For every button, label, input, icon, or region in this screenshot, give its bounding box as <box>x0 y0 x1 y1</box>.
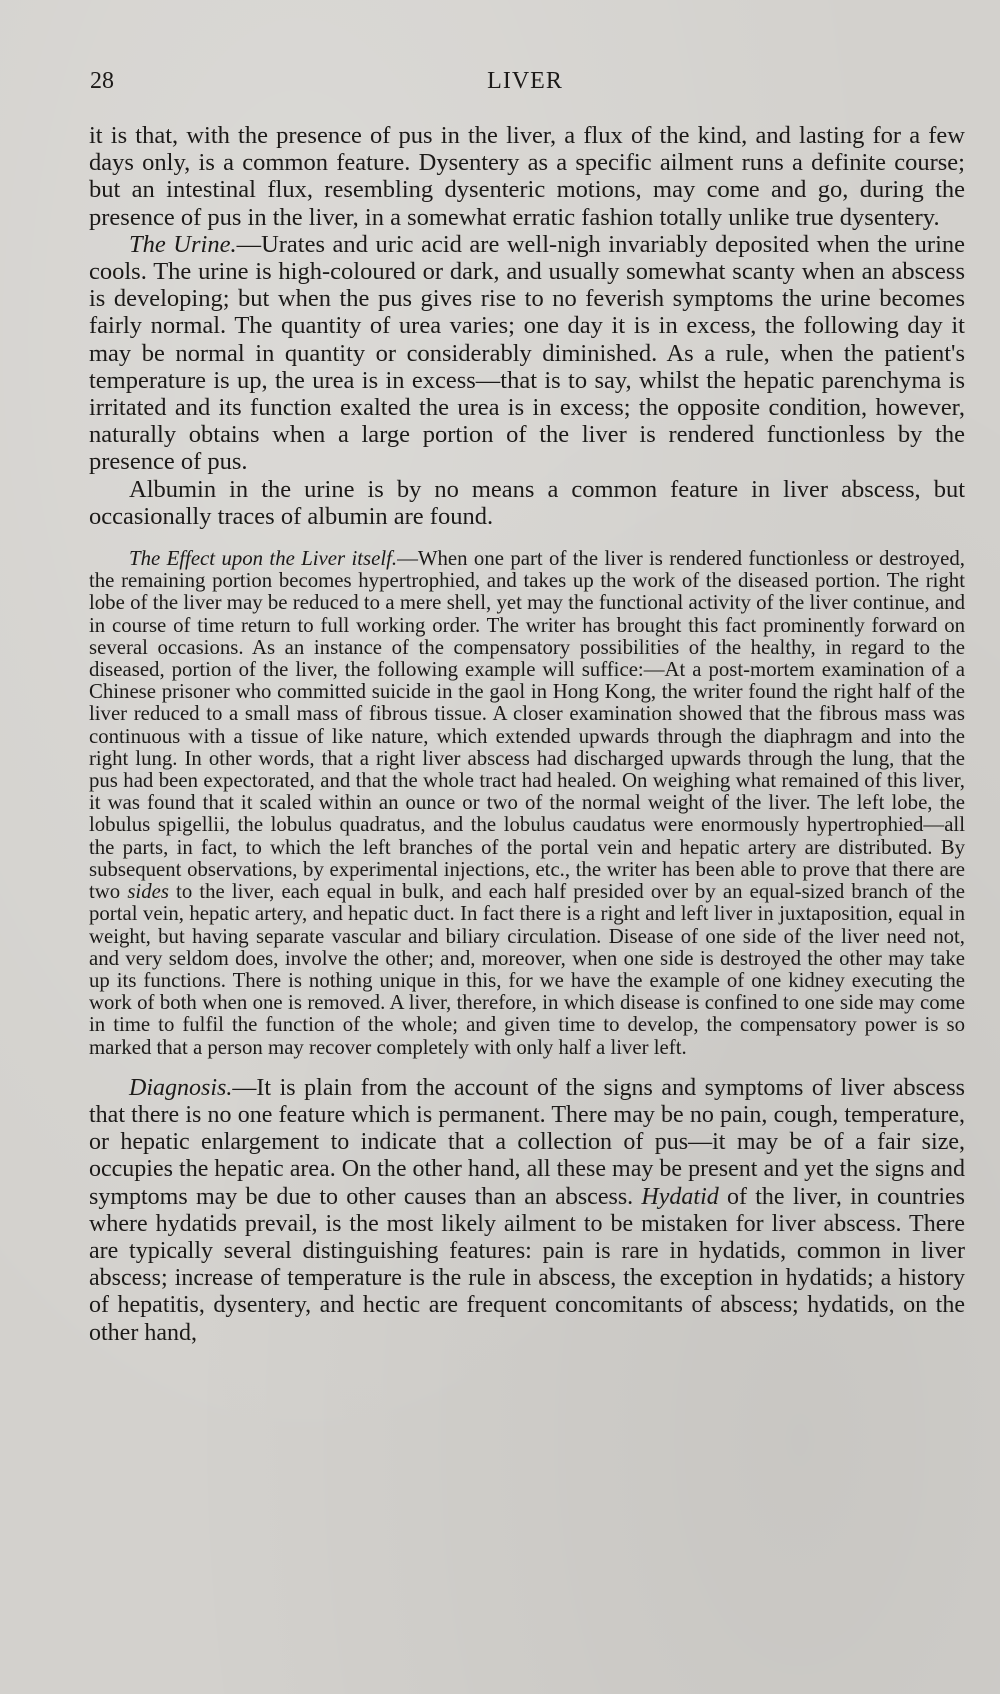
effect-sides-emphasis: sides <box>127 880 169 904</box>
page-number: 28 <box>90 68 114 94</box>
body-text <box>89 122 965 1347</box>
urine-heading: The Urine. <box>129 230 237 258</box>
urine-section <box>89 122 965 530</box>
effect-section <box>89 548 965 1059</box>
diagnosis-heading: Diagnosis. <box>129 1074 233 1101</box>
effect-heading: The Effect upon the Liver itself. <box>129 547 398 571</box>
diagnosis-section <box>89 1075 965 1347</box>
albumin-paragraph: Albumin in the urine is by no means a common feature in liver abscess, but occasionally traces of albumin are found. <box>89 475 965 530</box>
opening-paragraph: it is that, with the presence of pus in the liver, a flux of the kind, and lasting for a few days only, is a common feature. Dysentery as a specific ailment runs a definite course; but an intestinal flux, resembling dysenteric motions, may come and go, during the presence of pus in the liver, in a somewhat erratic fashion totally unlike true dysentery. <box>89 122 965 231</box>
running-title: LIVER <box>487 68 563 94</box>
urine-paragraph <box>89 231 965 476</box>
effect-text-2: to the liver, each equal in bulk, and each half presided over by an equal-sized branch of the portal vein, hepatic artery, and hepatic duct. In fact there is a right and left liver in juxtaposition, equal in weight, but having separate vascular and biliary circulation. Disease of one side of the liver need not, and very seldom does, involve the other; and, moreover, when one side is destroyed the other may take up its functions. There is nothing unique in this, for we have the example of one kidney executing the work of both when one is removed. A liver, therefore, in which disease is confined to one side may come in time to fulfil the function of the whole; and given time to develop, the compensatory power is so marked that a person may recover completely with only half a liver left. <box>89 880 965 1059</box>
urine-text: —Urates and uric acid are well-nigh invariably deposited when the urine cools. The urine is high-coloured or dark, and usually somewhat scanty when an abscess is developing; but when the pus gives rise to no feverish symptoms the urine becomes fairly normal. The quantity of urea varies; one day it is in excess, the following day it may be normal in quantity or considerably diminished. As a rule, when the patient's temperature is up, the urea is in excess—that is to say, whilst the hepatic parenchyma is irritated and its function exalted the urea is in excess; the opposite condition, however, naturally obtains when a large portion of the liver is rendered functionless by the presence of pus. <box>89 230 965 476</box>
diagnosis-hydatid-emphasis: Hydatid <box>641 1183 719 1210</box>
page-header <box>90 68 960 98</box>
diagnosis-text-1: —It is plain from the account of the signs and symptoms of liver abscess that there is no one feature which is permanent. There may be no pain, cough, temperature, or hepatic enlargement to indicate that a collection of pus—it may be of a fair size, occupies the hepatic area. On the other hand, all these may be present and yet the signs and symptoms may be due to other causes than an abscess. <box>89 1074 965 1210</box>
effect-paragraph <box>89 548 965 1059</box>
effect-text-1: —When one part of the liver is rendered functionless or destroyed, the remaining portion becomes hypertrophied, and takes up the work of the diseased portion. The right lobe of the liver may be reduced to a mere shell, yet may the functional activity of the liver continue, and in course of time return to full working order. The writer has brought this fact prominently forward on several occasions. As an instance of the compensatory possibilities of the healthy, in regard to the diseased, portion of the liver, the following example will suffice:—At a post-mortem examination of a Chinese prisoner who committed suicide in the gaol in Hong Kong, the writer found the right half of the liver reduced to a small mass of fibrous tissue. A closer examination showed that the fibrous mass was continuous with a tissue of like nature, which extended upwards through the diaphragm and into the right lung. In other words, that a right liver abscess had discharged upwards through the lung, that the pus had been expectorated, and that the whole tract had healed. On weighing what remained of this liver, it was found that it scaled within an ounce or two of the normal weight of the liver. The left lobe, the lobulus spigellii, the lobulus quadratus, and the lobulus caudatus were enormously hypertrophied—all the parts, in fact, to which the left branches of the portal vein and hepatic artery are distributed. By subsequent observations, by experimental injections, etc., the writer has been able to prove that there are two <box>89 547 965 904</box>
diagnosis-text-2: of the liver, in countries where hydatids prevail, is the most likely ailment to be mistaken for liver abscess. There are typically several distinguishing features: pain is rare in hydatids, common in liver abscess; increase of temperature is the rule in abscess, the exception in hydatids; a history of hepatitis, dysentery, and hectic are frequent concomitants of abscess; hydatids, on the other hand, <box>89 1183 965 1346</box>
diagnosis-paragraph <box>89 1075 965 1347</box>
